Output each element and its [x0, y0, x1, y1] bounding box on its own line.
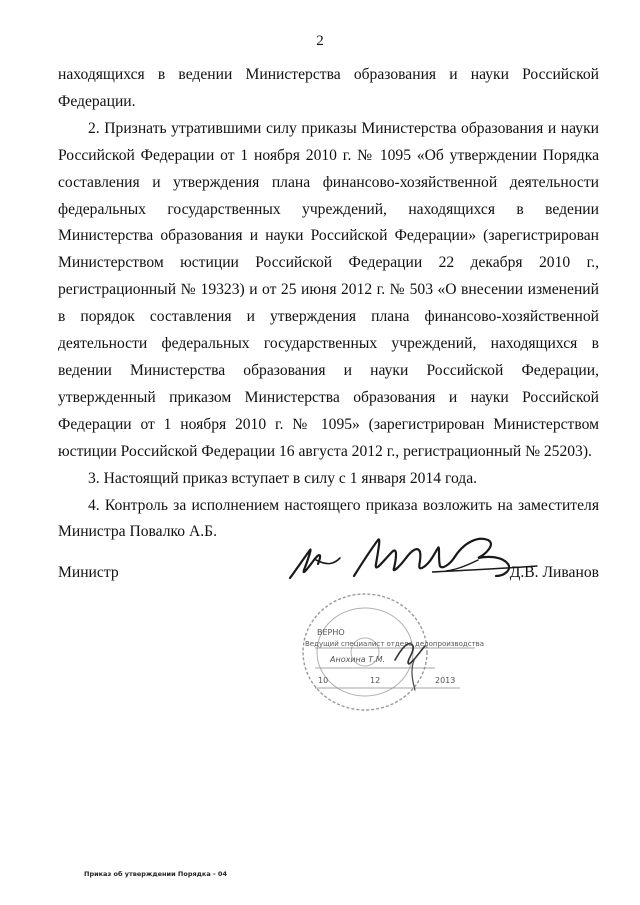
stamp-date-year: 2013 [435, 676, 456, 685]
paragraph-3: 3. Настоящий приказ вступает в силу с 1 января 2014 года. [88, 469, 478, 487]
round-stamp [285, 590, 485, 715]
stamp-date-day: 10 [318, 676, 329, 685]
paragraph-4: 4. Контроль за исполнением настоящего приказа возложить на заместителя Министра Повалко А.Б. [58, 496, 599, 541]
paragraph-continuation: находящихся в ведении Министерства образования и науки Российской Федерации. [58, 66, 599, 110]
stamp-position: Ведущий специалист отдела делопроизводства [305, 640, 485, 648]
signatory-title: Министр [58, 564, 119, 581]
page-number: 2 [316, 33, 324, 49]
document-body [58, 62, 599, 546]
paragraph-2: 2. Признать утратившими силу приказы Министерства образования и науки Российской Федерации от 1 ноября 2010 г. № 1095 «Об утверждении Порядка составления и утверждения плана финансово-хозяйственной деятельности федеральных государственных учреждений, находящихся в ведении Министерства образования и науки Российской Федерации» (зарегистрирован Министерством юстиции Российской Федерации 22 декабря 2010 г., регистрационный № 19323) и от 25 июня 2012 г. № 503 «О внесении изменений в порядок составления и утверждения плана финансово-хозяйственной деятельности федеральных государственных учреждений, находящихся в ведении Министерства образования и науки Российской Федерации, утвержденный приказом Министерства образования и науки Российской Федерации от 1 ноября 2010 г. № 1095» (зарегистрирован Министерством юстиции Российской Федерации 16 августа 2012 г., регистрационный № 25203). [58, 119, 599, 460]
stamp-verno: ВЕРНО [317, 628, 345, 637]
stamp-name: Анохина Т.М. [330, 655, 386, 664]
stamp-date-month: 12 [370, 676, 381, 685]
signatory-name: Д.В. Ливанов [509, 564, 599, 581]
footer-doc-label: Приказ об утверждении Порядка - 04 [84, 870, 227, 878]
